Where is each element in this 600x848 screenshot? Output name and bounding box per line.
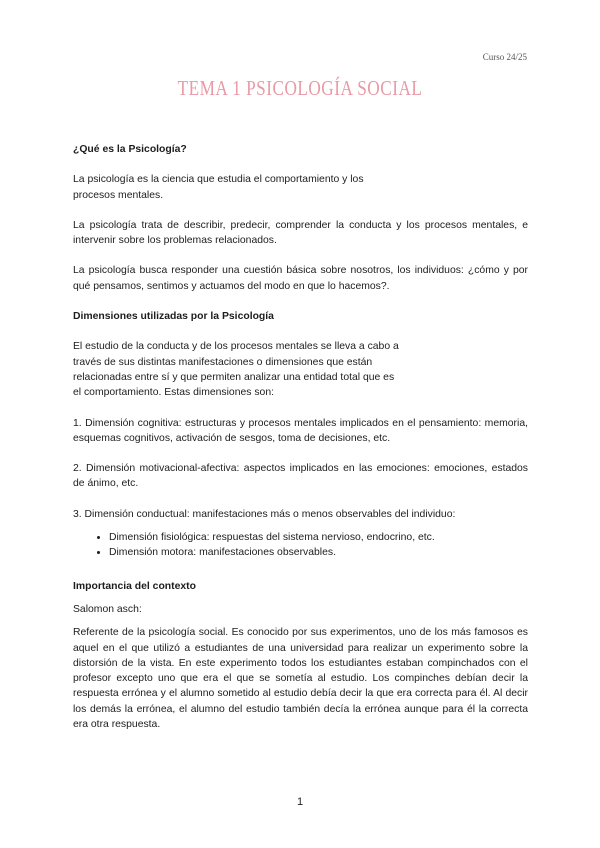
- page-number: 1: [296, 796, 304, 808]
- paragraph-line: relacionadas entre sí y que permiten analizar una entidad total que es: [73, 371, 395, 383]
- section-heading-dimensiones: Dimensiones utilizadas por la Psicología: [73, 311, 274, 323]
- paragraph-line: La psicología es la ciencia que estudia el comportamiento y los: [73, 174, 364, 186]
- dimension-item: 3. Dimensión conductual: manifestaciones más o menos observables del individuo:: [73, 508, 456, 520]
- list-item: • Dimensión fisiológica: respuestas del sistema nervioso, endocrino, etc.: [109, 530, 528, 545]
- subject-name: Salomon asch:: [73, 603, 142, 615]
- section-heading-contexto: Importancia del contexto: [73, 580, 196, 592]
- document-body: [73, 142, 528, 732]
- list-item: • Dimensión motora: manifestaciones observables.: [109, 545, 528, 560]
- paragraph-line: procesos mentales.: [73, 189, 164, 201]
- course-label: Curso 24/25: [482, 52, 527, 62]
- paragraph: La psicología trata de describir, predecir, comprender la conducta y los procesos mentales, e intervenir sobre los problemas relacionados.: [73, 219, 528, 247]
- dimension-item: 1. Dimensión cognitiva: estructuras y procesos mentales implicados en el pensamiento: memoria, esquemas cognitivos, activación de sesgos, toma de decisiones, etc.: [73, 417, 528, 444]
- paragraph-line: través de sus distintas manifestaciones o dimensiones que están: [73, 356, 373, 368]
- dimension-item: 2. Dimensión motivacional-afectiva: aspectos implicados en las emociones: emociones, estados de ánimo, etc.: [73, 463, 528, 490]
- paragraph-line: El estudio de la conducta y de los procesos mentales se lleva a cabo a: [73, 341, 399, 353]
- bullet-list: [73, 530, 528, 561]
- page-title: TEMA 1 PSICOLOGÍA SOCIAL: [177, 76, 423, 100]
- paragraph: Referente de la psicología social. Es conocido por sus experimentos, uno de los más famosos es aquel en el que utilizó a estudiantes de una universidad para realizar un experimento sobre la distorsión de la vista. En este experimento todos los estudiantes estaban compinchados con el profesor excepto uno que era el que se sometía al estudio. Los compinches debían decir la respuesta errónea y el alumno sometido al estudio debía decir la que era correcta para él. Al decir los demás la errónea, el alumno del estudio también decía la errónea aunque para él la correcta era otra respuesta.: [73, 627, 528, 731]
- section-heading-que-es: ¿Qué es la Psicología?: [73, 144, 187, 155]
- paragraph-line: el comportamiento. Estas dimensiones son:: [73, 387, 274, 399]
- paragraph: La psicología busca responder una cuestión básica sobre nosotros, los individuos: ¿cómo y por qué pensamos, sentimos y actuamos del modo en que lo hacemos?.: [73, 265, 528, 292]
